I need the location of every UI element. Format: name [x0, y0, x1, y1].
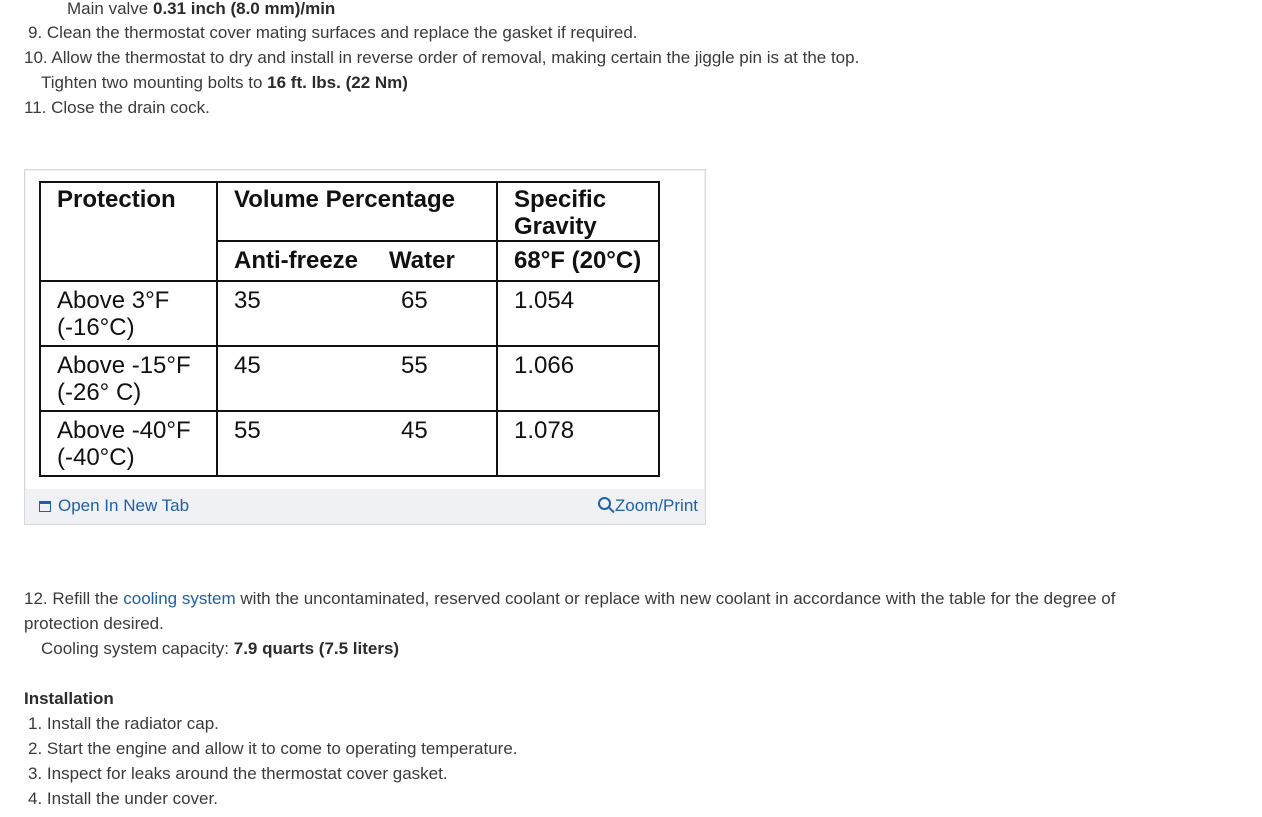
- step-12-after: with the uncontaminated, reserved coolant or replace with new coolant in accordance with the table for the degree of: [235, 589, 1116, 608]
- header-specific-gravity: Specific Gravity: [497, 182, 659, 241]
- step-12-before: 12. Refill the: [24, 589, 124, 608]
- table-row: [40, 411, 659, 476]
- step-12-line-2: protection desired.: [24, 614, 164, 633]
- header-antifreeze: Anti-freeze: [217, 241, 387, 281]
- step-12: [24, 586, 1115, 611]
- table-header-row: [40, 182, 659, 241]
- step-9: 9. Clean the thermostat cover mating surfaces and replace the gasket if required.: [28, 23, 638, 42]
- open-in-new-tab-link[interactable]: [39, 496, 189, 516]
- installation-heading: Installation: [24, 689, 114, 708]
- torque-spec: [41, 70, 408, 95]
- torque-label: Tighten two mounting bolts to: [41, 73, 268, 92]
- coolant-table-figure: [24, 169, 706, 525]
- capacity-label: Cooling system capacity:: [41, 639, 234, 658]
- header-water: Water: [387, 241, 497, 281]
- coolant-protection-table: [39, 181, 660, 477]
- cooling-capacity-spec: [41, 636, 399, 661]
- cell-gravity: 1.054: [497, 281, 659, 346]
- capacity-value: 7.9 quarts (7.5 liters): [233, 639, 400, 658]
- header-volume-percentage: Volume Percentage: [217, 182, 497, 241]
- header-protection: Protection: [40, 182, 217, 281]
- cell-antifreeze: 55: [217, 411, 387, 476]
- open-in-new-tab-label: Open In New Tab: [58, 496, 190, 515]
- cell-water: 45: [387, 411, 497, 476]
- step-10: 10. Allow the thermostat to dry and install in reverse order of removal, making certain the jiggle pin is at the top.: [24, 48, 860, 67]
- install-step-1: 1. Install the radiator cap.: [28, 714, 219, 733]
- install-step-4: 4. Install the under cover.: [28, 789, 218, 808]
- cell-gravity: 1.066: [497, 346, 659, 411]
- cell-antifreeze: 45: [217, 346, 387, 411]
- header-temperature: 68°F (20°C): [497, 241, 659, 281]
- zoom-print-label: Zoom/Print: [614, 496, 698, 515]
- table-row: [40, 281, 659, 346]
- install-step-3: 3. Inspect for leaks around the thermostat cover gasket.: [28, 764, 448, 783]
- open-new-tab-icon: [39, 501, 51, 512]
- zoom-print-link[interactable]: [598, 496, 698, 516]
- main-valve-spec: [67, 0, 335, 21]
- zoom-icon: [598, 497, 611, 510]
- cell-water: 65: [387, 281, 497, 346]
- install-step-2: 2. Start the engine and allow it to come to operating temperature.: [28, 739, 518, 758]
- table-row: [40, 346, 659, 411]
- figure-image-area: [26, 171, 704, 489]
- cell-gravity: 1.078: [497, 411, 659, 476]
- cell-protection: Above 3°F (-16°C): [40, 281, 217, 346]
- torque-value: 16 ft. lbs. (22 Nm): [267, 73, 408, 92]
- main-valve-value: 0.31 inch (8.0 mm)/min: [152, 0, 336, 18]
- cooling-system-link[interactable]: cooling system: [123, 589, 236, 608]
- cell-antifreeze: 35: [217, 281, 387, 346]
- main-valve-label: Main valve: [67, 0, 153, 18]
- cell-protection: Above -40°F (-40°C): [40, 411, 217, 476]
- cell-water: 55: [387, 346, 497, 411]
- cell-protection: Above -15°F (-26° C): [40, 346, 217, 411]
- step-11: 11. Close the drain cock.: [24, 98, 210, 117]
